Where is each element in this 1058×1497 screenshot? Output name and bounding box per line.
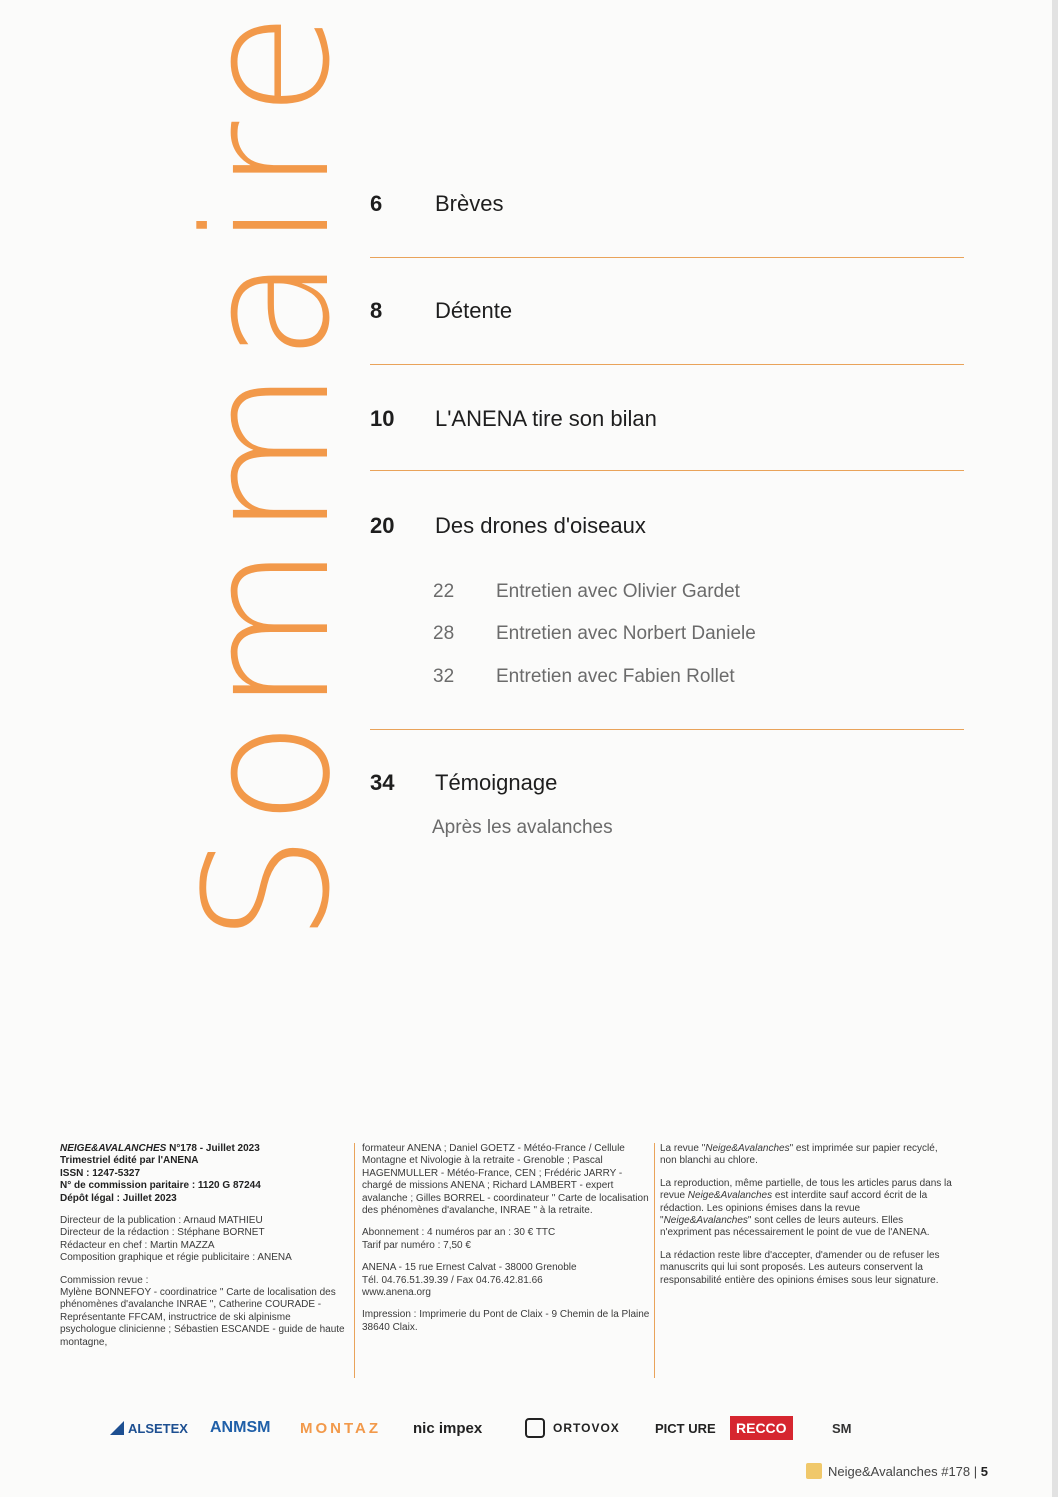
column-separator	[654, 1143, 655, 1378]
toc-sub-title: Entretien avec Norbert Daniele	[496, 623, 756, 644]
commission-number-line: N° de commission paritaire : 1120 G 87244	[60, 1180, 261, 1192]
toc-page-number: 10	[370, 406, 395, 431]
toc-title: Témoignage	[435, 770, 558, 795]
ortovox-icon	[525, 1418, 545, 1438]
alsetex-icon	[110, 1421, 124, 1435]
divider	[370, 470, 964, 471]
magazine-issue: Neige&Avalanches #178 |	[828, 1464, 978, 1479]
logo-montaz: MONTAZ	[300, 1419, 382, 1437]
frequency-line: Trimestriel édité par l'ANENA	[60, 1155, 199, 1167]
page-footer	[806, 1463, 988, 1479]
colophon	[60, 1143, 952, 1383]
divider	[370, 729, 964, 730]
printer-info: Impression : Imprimerie du Pont de Claix - 9 Chemin de la Plaine 38640 Claix.	[362, 1309, 650, 1333]
paper-note: La revue "Neige&Avalanches" est imprimée sur papier recyclé, non blanchi au chlore.	[660, 1143, 938, 1167]
contact-info: ANENA - 15 rue Ernest Calvat - 38000 Grenoble Tél. 04.76.51.39.39 / Fax 04.76.42.81.66 www.anena.org	[362, 1262, 577, 1299]
toc-sub-title: Entretien avec Olivier Gardet	[496, 581, 740, 602]
sommaire-vertical-title: Sommaire	[167, 3, 368, 943]
toc-title: Brèves	[435, 191, 504, 216]
colophon-column-3	[660, 1143, 952, 1297]
colophon-column-2	[362, 1143, 650, 1344]
toc-sub-page-number: 32	[433, 666, 455, 687]
divider	[370, 257, 964, 258]
editorial-note: La rédaction reste libre d'accepter, d'amender ou de refuser les manuscrits qui lui sont proposés. Les auteurs conservent la responsabilité entière des opinions émises sous leur signature.	[660, 1249, 940, 1286]
logo-anmsm: ANMSM	[210, 1419, 271, 1436]
page-edge-shadow	[1052, 0, 1058, 1497]
colophon-column-1	[60, 1143, 348, 1359]
toc-page-number: 8	[370, 298, 383, 323]
toc-sub-page-number: 22	[433, 581, 455, 602]
divider	[370, 364, 964, 365]
logo-nic-impex: nic impex	[413, 1419, 483, 1437]
legal-deposit-line: Dépôt légal : Juillet 2023	[60, 1192, 177, 1204]
issue-line: NEIGE&AVALANCHES N°178 - Juillet 2023	[60, 1143, 260, 1154]
toc-title: L'ANENA tire son bilan	[435, 406, 657, 431]
logo-picture: PICT URE	[655, 1420, 716, 1436]
toc-subtitle: Après les avalanches	[432, 817, 613, 838]
toc-title: Détente	[435, 298, 513, 323]
review-commission: Commission revue : Mylène BONNEFOY - coordinatrice " Carte de localisation des phénomènes d'avalanche INRAE ", Catherine COURADE - Représentante FFCAM, instructrice de ski alpinisme psychologue clinicienne ; Sébastien ESCANDE - guide de haute montagne,	[60, 1274, 345, 1348]
staff-credits: Directeur de la publication : Arnaud MATHIEU Directeur de la rédaction : Stéphane BORNET Rédacteur en chef : Martin MAZZA Composition graphique et régie publicitaire : ANENA	[60, 1215, 292, 1264]
toc-page-number: 6	[370, 191, 383, 216]
column-separator	[354, 1143, 355, 1378]
logo-ortovox: ORTOVOX	[525, 1408, 620, 1448]
logo-recco: RECCO	[730, 1408, 793, 1448]
page-number: 5	[980, 1464, 988, 1479]
toc-page-number: 34	[370, 770, 395, 795]
toc-page-number: 20	[370, 513, 395, 538]
logo-sm: SM	[832, 1420, 852, 1436]
commission-continued: formateur ANENA ; Daniel GOETZ - Météo-France / Cellule Montagne et Nivologie à la retraite - Grenoble ; Pascal HAGENMULLER - Météo-France, CEN ; Frédéric JARRY - chargé de missions ANENA ; Richard LAMBERT - expert avalanche ; Gilles BORREL - coordinateur " Carte de localisation des phénomènes d'avalanche, INRAE " à la retraite.	[362, 1143, 649, 1217]
issn-line: ISSN : 1247-5327	[60, 1167, 141, 1179]
toc-sub-title: Entretien avec Fabien Rollet	[496, 666, 735, 687]
reproduction-note: La reproduction, même partielle, de tous les articles parus dans la revue Neige&Avalanches est interdite sauf accord écrit de la rédaction. Les opinions émises dans la revue "Neige&Avalanches" sont celles de leurs auteurs. Elles n'expriment pas nécessairement le point de vue de l'ANENA.	[660, 1177, 952, 1239]
subscription-info: Abonnement : 4 numéros par an : 30 € TTC Tarif par numéro : 7,50 €	[362, 1227, 556, 1251]
magazine-icon	[806, 1463, 822, 1479]
sponsor-logos	[110, 1408, 930, 1448]
toc-sub-page-number: 28	[433, 623, 455, 644]
logo-alsetex: ALSETEX	[110, 1408, 188, 1448]
toc-title: Des drones d'oiseaux	[435, 513, 646, 538]
